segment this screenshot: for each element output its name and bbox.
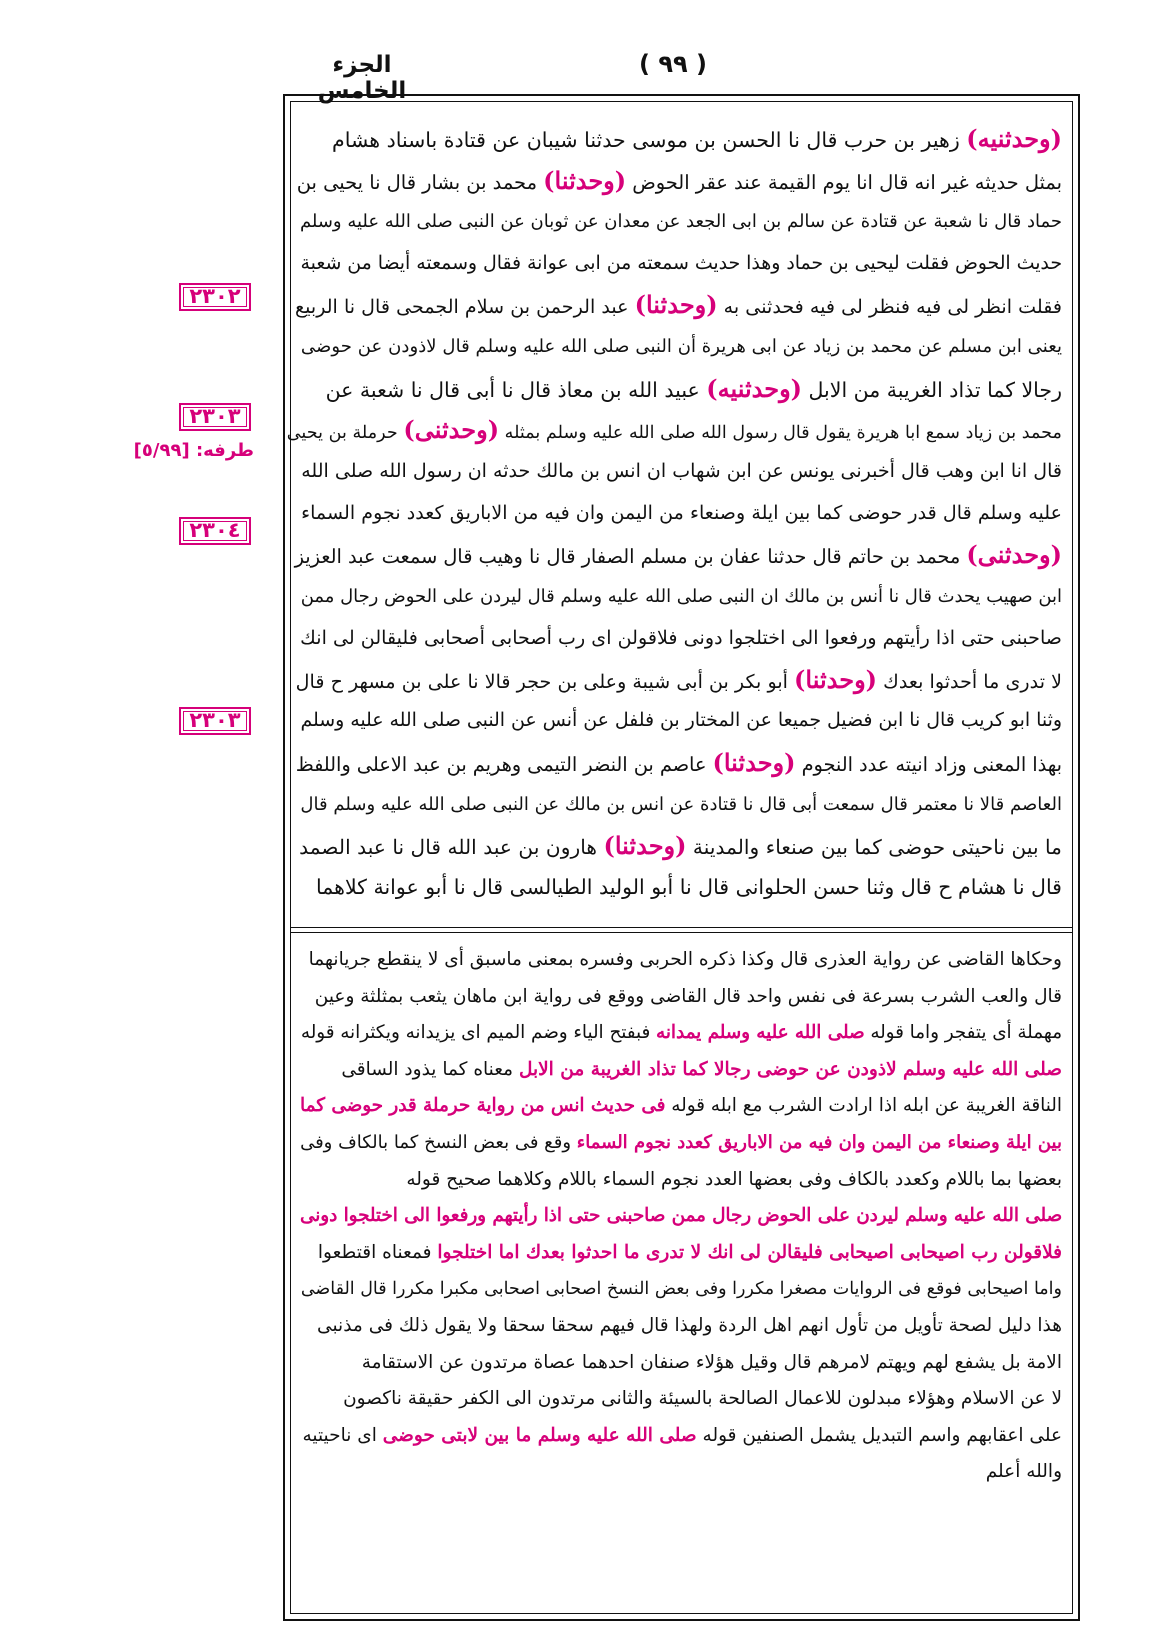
commentary-line	[300, 942, 1062, 979]
tarafa-note: طرفه: [٥/٩٩]	[133, 440, 254, 461]
hadith-text	[286, 118, 1062, 918]
section-divider-bottom	[290, 932, 1073, 933]
hadith-number: ٢٣٠٢	[179, 283, 251, 311]
commentary-line	[300, 1345, 1062, 1382]
part-title: الجزء الخامس	[317, 52, 407, 104]
text-segment: بهذا المعنى وزاد انيته عدد النجوم	[795, 752, 1062, 776]
text-line	[300, 700, 1062, 742]
text-line	[300, 326, 1062, 368]
text-segment: محمد بن حاتم قال حدثنا عفان بن مسلم الصفار قال نا وهيب قال سمعت عبد العزيز	[294, 544, 967, 568]
text-segment: فبفتح الياء وضم الميم اى يزيدانه ويكثرانه قوله	[300, 1022, 657, 1044]
commentary-line	[300, 1454, 1062, 1491]
text-segment: حديث الحوض فقلت ليحيى بن حماد وهذا حديث سمعته من ابى عوانة فقال وسمعته أيضا من شعبة	[300, 251, 1062, 274]
text-segment: والله أعلم	[985, 1461, 1062, 1483]
text-line	[295, 659, 1062, 701]
commentary-line	[300, 979, 1062, 1016]
text-segment: قال انا ابن وهب قال أخبرنى يونس عن ابن شهاب ان انس بن مالك حدثه ان رسول الله صلى الله	[301, 459, 1062, 482]
commentary-line	[300, 1052, 1062, 1089]
text-line	[300, 243, 1062, 285]
commentary-line	[300, 1015, 1062, 1052]
text-segment: الامة بل يشفع لهم ويهتم لامرهم قال وقيل هؤلاء صنفان احدهما عصاة مرتدون عن الاستقامة	[361, 1351, 1062, 1373]
text-segment: على اعقابهم واسم التبديل يشمل الصنفين قوله	[696, 1424, 1062, 1446]
hadith-number: ٢٣٠٣	[179, 403, 251, 431]
text-segment: لا عن الاسلام وهؤلاء مبدلون للاعمال الصالحة بالسيئة والثانى مرتدون الى الكفر حقيقة ناكصون	[343, 1388, 1062, 1410]
text-line	[286, 409, 1062, 451]
text-line	[294, 284, 1062, 326]
text-segment: هارون بن عبد الله قال نا عبد الصمد	[299, 835, 604, 860]
highlighted-phrase: صلى الله عليه وسلم يمدانه	[656, 1022, 865, 1044]
text-line	[300, 576, 1062, 618]
text-segment: قال والعب الشرب بسرعة فى نفس واحد قال القاضى ووقع فى رواية ابن ماهان يثعب بمثلثة وعين	[314, 985, 1062, 1007]
highlighted-phrase: (وحدثنيه)	[706, 373, 803, 403]
text-segment: عاصم بن النضر التيمى وهريم بن عبد الاعلى واللفظ	[295, 752, 713, 776]
page-number: ( ٩٩ )	[639, 50, 707, 78]
text-segment: فمعناه اقتطعوا	[317, 1241, 438, 1263]
text-segment: حماد قال نا شعبة عن قتادة عن سالم بن ابى الجعد عن معدان عن ثوبان عن النبى صلى الله عليه وسلم	[299, 211, 1062, 233]
hadith-number: ٢٣٠٤	[179, 517, 251, 545]
text-line	[300, 784, 1062, 826]
section-divider-top	[290, 927, 1073, 928]
hadith-number: ٢٣٠٣	[179, 707, 251, 735]
highlighted-phrase: (وحدثنيه)	[966, 124, 1062, 153]
text-line	[300, 867, 1062, 909]
highlighted-phrase: فى حديث انس من رواية حرملة قدر حوضى كما	[300, 1095, 666, 1117]
text-segment: محمد بن زياد سمع ابا هريرة يقول قال رسول الله صلى الله عليه وسلم بمثله	[499, 423, 1062, 444]
text-segment: قال نا هشام ح قال وثنا حسن الحلوانى قال نا أبو الوليد الطيالسى قال نا أبو عوانة كلاهما	[316, 874, 1062, 899]
commentary-line	[300, 1308, 1062, 1345]
text-segment: الناقة الغريبة عن ابله اذا ارادت الشرب مع ابله قوله	[665, 1095, 1062, 1117]
text-segment: معناه كما يذود الساقى	[341, 1058, 519, 1080]
text-line	[300, 201, 1062, 243]
highlighted-phrase: صلى الله عليه وسلم ما بين لابتى حوضى	[382, 1424, 697, 1446]
highlighted-phrase: فلاقولن رب اصيحابى اصيحابى فليقالن لى انك لا تدرى ما احدثوا بعدك اما اختلجوا	[437, 1241, 1062, 1263]
text-segment: لا تدرى ما أحدثوا بعدك	[877, 669, 1062, 693]
text-segment: اى ناحيتيه	[302, 1424, 383, 1446]
text-segment: فقلت انظر لى فيه فنظر لى فيه فحدثنى به	[717, 295, 1062, 319]
text-segment: وقع فى بعض النسخ كما بالكاف وفى	[300, 1131, 577, 1153]
highlighted-phrase: (وحدثنا)	[634, 290, 718, 320]
commentary-text	[300, 942, 1062, 1602]
text-segment: زهير بن حرب قال نا الحسن بن موسى حدثنا شيبان عن قتادة باسناد هشام	[332, 128, 967, 152]
text-line	[294, 534, 1062, 576]
highlighted-phrase: صلى الله عليه وسلم ليردن على الحوض رجال ممن صاحبنى حتى اذا رأيتهم ورفعوا الى اختلجوا دونى	[300, 1205, 1062, 1227]
highlighted-phrase: (وحدثنى)	[966, 539, 1062, 569]
commentary-line	[300, 1381, 1062, 1418]
highlighted-phrase: (وحدثنا)	[603, 831, 687, 861]
highlighted-phrase: (وحدثنى)	[403, 415, 500, 445]
commentary-line	[300, 1271, 1062, 1308]
text-line	[300, 451, 1062, 493]
highlighted-phrase: صلى الله عليه وسلم لاذودن عن حوضى رجالا كما تذاد الغريبة من الابل	[518, 1058, 1062, 1080]
text-segment: محمد بن بشار قال نا يحيى بن	[296, 170, 544, 194]
text-segment: مهملة أى يتفجر واما قوله	[864, 1022, 1062, 1044]
highlighted-phrase: (وحدثنا)	[543, 165, 627, 195]
text-segment: بمثل حديثه غير انه قال انا يوم القيمة عند عقر الحوض	[626, 170, 1062, 194]
commentary-line	[300, 1418, 1062, 1455]
text-segment: ما بين ناحيتى حوضى كما بين صنعاء والمدينة	[686, 835, 1062, 860]
text-segment: هذا دليل لصحة تأويل من تأول انهم اهل الردة ولهذا قال فيهم سحقا سحقا ولا يقول ذلك فى مذنبى	[317, 1314, 1062, 1336]
text-segment: عبيد الله بن معاذ قال نا أبى قال نا شعبة عن	[325, 377, 707, 402]
text-segment: أبو بكر بن أبى شيبة وعلى بن حجر قالا نا على بن مسهر ح قال	[295, 669, 795, 693]
text-segment: حرملة بن يحيى	[286, 423, 404, 444]
commentary-line	[300, 1198, 1062, 1235]
text-segment: بعضها بما باللام وكعدد بالكاف وفى بعضها العدد نجوم السماء باللام وكلاهما صحيح قوله	[406, 1168, 1062, 1190]
text-line	[296, 160, 1062, 202]
text-segment: صاحبنى حتى اذا رأيتهم ورفعوا الى اختلجوا دونى فلاقولن اى رب أصحابى أصحابى فليقالن لى انك	[300, 626, 1062, 650]
text-segment: وثنا ابو كريب قال نا ابن فضيل جميعا عن المختار بن فلفل عن أنس عن النبى صلى الله عليه وسلم	[300, 709, 1062, 732]
text-line	[300, 492, 1062, 534]
text-segment: يعنى ابن مسلم عن محمد بن زياد عن ابى هريرة أن النبى صلى الله عليه وسلم قال لاذودن عن حوضى	[300, 335, 1062, 357]
text-line	[300, 118, 1062, 160]
text-segment: عبد الرحمن بن سلام الجمحى قال نا الربيع	[294, 295, 635, 319]
commentary-line	[300, 1162, 1062, 1199]
text-line	[295, 742, 1062, 784]
text-segment: وحكاها القاضى عن رواية العذرى قال وكذا ذكره الحربى وفسره بمعنى ماسبق أى لا ينقطع جريانهما	[308, 949, 1062, 970]
text-line	[300, 617, 1062, 659]
text-segment: ابن صهيب يحدث قال نا أنس بن مالك ان النبى صلى الله عليه وسلم قال ليردن على الحوض رجال ممن	[300, 585, 1062, 607]
highlighted-phrase: بين ايلة وصنعاء من اليمن وان فيه من الاباريق كعدد نجوم السماء	[576, 1131, 1062, 1153]
text-segment: رجالا كما تذاد الغريبة من الابل	[802, 377, 1062, 402]
highlighted-phrase: (وحدثنا)	[712, 747, 796, 777]
highlighted-phrase: (وحدثنا)	[794, 664, 878, 694]
commentary-line	[300, 1235, 1062, 1272]
commentary-line	[300, 1125, 1062, 1162]
commentary-line	[300, 1088, 1062, 1125]
text-segment: واما اصيحابى فوقع فى الروايات مصغرا مكررا وفى بعض النسخ اصحابى اصحابى مكبرا مكررا قال القاضى	[300, 1279, 1062, 1300]
text-line	[300, 368, 1062, 410]
text-segment: عليه وسلم قال قدر حوضى كما بين ايلة وصنعاء من اليمن وان فيه من الاباريق كعدد نجوم السماء	[301, 501, 1062, 525]
text-line	[300, 825, 1062, 867]
text-segment: العاصم قالا نا معتمر قال سمعت أبى قال نا قتادة عن انس بن مالك عن النبى صلى الله عليه وسلم قال	[300, 793, 1062, 815]
